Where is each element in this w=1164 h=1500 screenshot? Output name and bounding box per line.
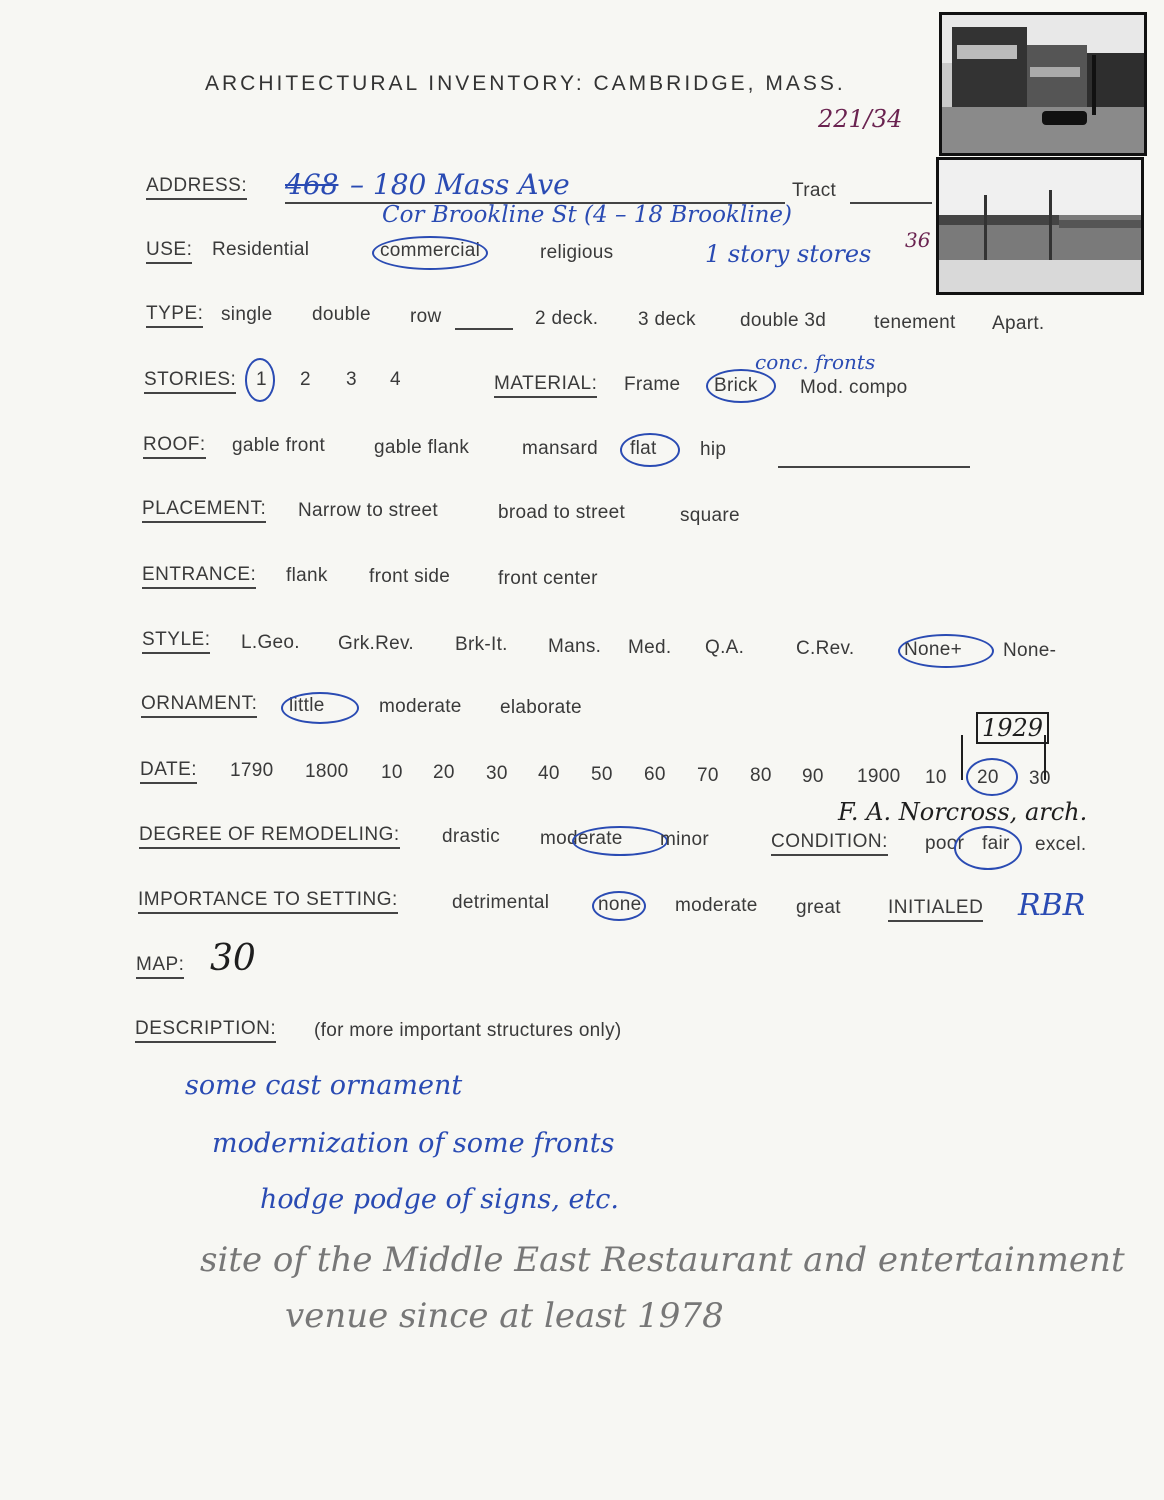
roof-option-mansard: mansard bbox=[522, 438, 599, 459]
type-option-double: double bbox=[312, 304, 371, 325]
description-line-3: hodge podge of signs, etc. bbox=[260, 1184, 619, 1215]
ornament-selected-circle bbox=[281, 692, 359, 724]
ornament-label: ORNAMENT: bbox=[141, 692, 257, 718]
importance-option-detrimental: detrimental bbox=[452, 892, 550, 913]
roof-option-hip: hip bbox=[700, 439, 727, 460]
ornament-option-little: little bbox=[289, 695, 325, 716]
form-title: ARCHITECTURAL INVENTORY: CAMBRIDGE, MASS. bbox=[205, 72, 846, 95]
roof-label: ROOF: bbox=[143, 433, 206, 459]
description-hint: (for more important structures only) bbox=[314, 1020, 622, 1041]
description-pencil-line-1: site of the Middle East Restaurant and entertainment bbox=[200, 1240, 1125, 1280]
material-option-frame: Frame bbox=[624, 374, 681, 395]
map-value: 30 bbox=[210, 938, 256, 979]
entrance-option-flank: flank bbox=[286, 565, 328, 586]
importance-option-none: none bbox=[598, 894, 642, 915]
use-label: USE: bbox=[146, 238, 192, 264]
importance-label: IMPORTANCE TO SETTING: bbox=[138, 888, 398, 914]
date-option-1910: 10 bbox=[925, 767, 947, 788]
material-selected-circle bbox=[706, 369, 776, 403]
use-note: 1 story stores bbox=[705, 240, 872, 268]
date-bracket-right bbox=[1044, 735, 1046, 780]
stories-option-1: 1 bbox=[256, 369, 267, 390]
date-label: DATE: bbox=[140, 758, 197, 784]
use-option-residential: Residential bbox=[212, 239, 310, 260]
map-label: MAP: bbox=[136, 953, 184, 979]
type-option-tenement: tenement bbox=[874, 312, 956, 333]
placement-option-square: square bbox=[680, 505, 740, 526]
type-label: TYPE: bbox=[146, 302, 203, 328]
condition-label: CONDITION: bbox=[771, 830, 888, 856]
tract-label: Tract bbox=[792, 180, 837, 201]
stories-option-2: 2 bbox=[300, 369, 311, 390]
roof-selected-circle bbox=[620, 433, 680, 467]
importance-option-moderate: moderate bbox=[675, 895, 758, 916]
roof-option-gable-front: gable front bbox=[232, 435, 326, 456]
date-option-1800: 1800 bbox=[305, 761, 349, 782]
material-label: MATERIAL: bbox=[494, 372, 597, 398]
remodeling-option-moderate: moderate bbox=[540, 828, 623, 849]
description-pencil-line-2: venue since at least 1978 bbox=[285, 1296, 724, 1336]
photo-1-image bbox=[942, 15, 1144, 153]
date-option-10: 10 bbox=[381, 762, 403, 783]
use-selected-circle bbox=[372, 236, 488, 270]
use-option-religious: religious bbox=[540, 242, 614, 263]
material-option-brick: Brick bbox=[714, 375, 758, 396]
style-option-qa: Q.A. bbox=[705, 637, 745, 658]
stories-option-4: 4 bbox=[390, 369, 401, 390]
address-corner-note: Cor Brookline St (4 – 18 Brookline) bbox=[382, 202, 792, 228]
address-struck-number: 468 bbox=[285, 168, 339, 201]
style-option-none-plus: None+ bbox=[904, 639, 963, 660]
style-label: STYLE: bbox=[142, 628, 210, 654]
stories-selected-circle bbox=[245, 358, 275, 402]
style-selected-circle bbox=[898, 634, 994, 668]
description-line-2: modernization of some fronts bbox=[212, 1128, 615, 1159]
ornament-option-elaborate: elaborate bbox=[500, 697, 582, 718]
ornament-option-moderate: moderate bbox=[379, 696, 462, 717]
date-option-50: 50 bbox=[591, 764, 613, 785]
condition-option-fair: fair bbox=[982, 833, 1010, 854]
roof-option-gable-flank: gable flank bbox=[374, 437, 470, 458]
entrance-label: ENTRANCE: bbox=[142, 563, 256, 589]
date-option-1900: 1900 bbox=[857, 766, 901, 787]
type-option-row: row bbox=[410, 306, 442, 327]
style-option-lgeo: L.Geo. bbox=[241, 632, 300, 653]
importance-selected-circle bbox=[592, 891, 646, 921]
reference-number: 221/34 bbox=[818, 105, 903, 133]
building-photo-2 bbox=[936, 157, 1144, 295]
condition-option-excel: excel. bbox=[1035, 834, 1087, 855]
use-option-commercial: commercial bbox=[380, 240, 481, 261]
style-option-brkit: Brk-It. bbox=[455, 634, 508, 655]
roof-underline bbox=[778, 466, 970, 468]
style-option-none-minus: None- bbox=[1003, 640, 1057, 661]
remodeling-selected-circle bbox=[572, 826, 668, 856]
condition-selected-circle bbox=[954, 826, 1022, 870]
tract-underline bbox=[850, 202, 932, 204]
date-option-1790: 1790 bbox=[230, 760, 274, 781]
style-option-mans: Mans. bbox=[548, 636, 602, 657]
date-option-30: 30 bbox=[486, 763, 508, 784]
type-option-3-deck: 3 deck bbox=[638, 309, 696, 330]
placement-option-broad: broad to street bbox=[498, 502, 626, 523]
style-option-crev: C.Rev. bbox=[796, 638, 855, 659]
initialed-label: INITIALED bbox=[888, 896, 983, 922]
address-value: – 180 Mass Ave bbox=[350, 168, 570, 201]
placement-label: PLACEMENT: bbox=[142, 497, 266, 523]
date-option-70: 70 bbox=[697, 765, 719, 786]
date-option-60: 60 bbox=[644, 764, 666, 785]
date-bracket-left bbox=[961, 735, 963, 780]
address-label: ADDRESS: bbox=[146, 174, 247, 200]
description-line-1: some cast ornament bbox=[185, 1070, 463, 1101]
condition-option-poor: poor bbox=[925, 833, 965, 854]
date-year-note: 1929 bbox=[976, 712, 1049, 744]
remodeling-option-minor: minor bbox=[660, 829, 710, 850]
initialed-value: RBR bbox=[1018, 888, 1086, 923]
type-option-single: single bbox=[221, 304, 273, 325]
date-option-20: 20 bbox=[433, 762, 455, 783]
remodeling-option-drastic: drastic bbox=[442, 826, 501, 847]
style-option-grkrev: Grk.Rev. bbox=[338, 633, 414, 654]
remodeling-label: DEGREE OF REMODELING: bbox=[139, 823, 400, 849]
date-option-80: 80 bbox=[750, 765, 772, 786]
building-photo-1 bbox=[939, 12, 1147, 156]
date-option-1920: 20 bbox=[977, 767, 999, 788]
type-option-double-3d: double 3d bbox=[740, 310, 827, 331]
entrance-option-front-center: front center bbox=[498, 568, 598, 589]
use-count-note: 36 bbox=[905, 228, 931, 252]
type-option-apart: Apart. bbox=[992, 313, 1045, 334]
roof-option-flat: flat bbox=[630, 438, 657, 459]
date-option-1930: 30 bbox=[1029, 768, 1051, 789]
style-option-med: Med. bbox=[628, 637, 672, 658]
date-option-90: 90 bbox=[802, 766, 824, 787]
date-architect-note: F. A. Norcross, arch. bbox=[838, 798, 1088, 826]
photo-2-image bbox=[939, 160, 1141, 292]
importance-option-great: great bbox=[796, 897, 841, 918]
type-option-2-deck: 2 deck. bbox=[535, 308, 599, 329]
material-option-mod-compo: Mod. compo bbox=[800, 377, 908, 398]
material-note: conc. fronts bbox=[755, 350, 876, 374]
description-label: DESCRIPTION: bbox=[135, 1017, 276, 1043]
date-option-40: 40 bbox=[538, 763, 560, 784]
entrance-option-front-side: front side bbox=[369, 566, 451, 587]
date-selected-circle bbox=[966, 758, 1018, 796]
stories-label: STORIES: bbox=[144, 368, 236, 394]
placement-option-narrow: Narrow to street bbox=[298, 500, 438, 521]
stories-option-3: 3 bbox=[346, 369, 357, 390]
type-row-underline bbox=[455, 328, 513, 330]
